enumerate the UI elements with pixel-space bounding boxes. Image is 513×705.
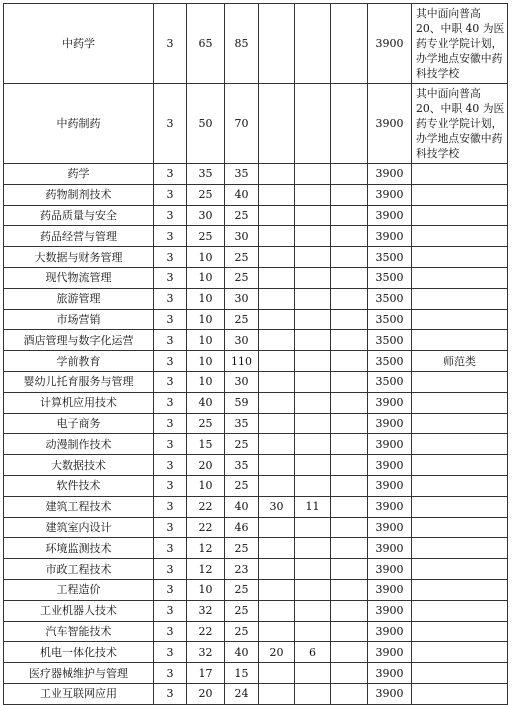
plan-count-b-cell: 30 <box>225 226 259 247</box>
plan-count-d-cell <box>295 475 331 496</box>
table-row <box>4 413 508 434</box>
plan-count-e-cell <box>331 184 368 205</box>
tuition-fee-cell: 3900 <box>368 392 412 413</box>
plan-count-b-cell: 25 <box>225 579 259 600</box>
plan-count-e-cell <box>331 371 368 392</box>
remark-cell <box>412 642 508 663</box>
plan-count-b-cell: 40 <box>225 184 259 205</box>
plan-count-d-cell: 11 <box>295 496 331 517</box>
major-name-cell: 汽车智能技术 <box>4 621 154 642</box>
plan-count-e-cell <box>331 392 368 413</box>
program-years-cell: 3 <box>154 267 187 288</box>
tuition-fee-cell: 3500 <box>368 371 412 392</box>
tuition-fee-cell: 3900 <box>368 600 412 621</box>
plan-count-c-cell: 30 <box>259 496 295 517</box>
plan-count-c-cell <box>259 434 295 455</box>
plan-count-b-cell: 30 <box>225 288 259 309</box>
remark-cell <box>412 621 508 642</box>
plan-count-e-cell <box>331 226 368 247</box>
major-name-cell: 医疗器械维护与管理 <box>4 663 154 684</box>
major-name-cell: 工业互联网应用 <box>4 683 154 704</box>
table-row <box>4 247 508 268</box>
plan-count-e-cell <box>331 455 368 476</box>
plan-count-e-cell <box>331 621 368 642</box>
program-years-cell: 3 <box>154 288 187 309</box>
plan-count-b-cell: 25 <box>225 600 259 621</box>
remark-cell <box>412 267 508 288</box>
major-name-cell: 学前教育 <box>4 351 154 372</box>
tuition-fee-cell: 3500 <box>368 267 412 288</box>
plan-count-d-cell <box>295 559 331 580</box>
plan-count-d-cell <box>295 164 331 185</box>
plan-count-d-cell <box>295 371 331 392</box>
plan-count-a-cell: 10 <box>187 579 225 600</box>
table-row <box>4 164 508 185</box>
table-row <box>4 309 508 330</box>
major-name-cell: 酒店管理与数字化运营 <box>4 330 154 351</box>
plan-count-c-cell <box>259 538 295 559</box>
table-row <box>4 683 508 704</box>
plan-count-a-cell: 20 <box>187 683 225 704</box>
plan-count-e-cell <box>331 205 368 226</box>
plan-count-e-cell <box>331 517 368 538</box>
table-row <box>4 226 508 247</box>
plan-count-e-cell <box>331 600 368 621</box>
plan-count-d-cell <box>295 84 331 164</box>
plan-count-c-cell <box>259 4 295 84</box>
major-name-cell: 大数据与财务管理 <box>4 247 154 268</box>
table-row <box>4 4 508 84</box>
enrollment-plan-table-container <box>3 3 508 705</box>
tuition-fee-cell: 3900 <box>368 621 412 642</box>
plan-count-a-cell: 12 <box>187 559 225 580</box>
table-row <box>4 392 508 413</box>
tuition-fee-cell: 3900 <box>368 517 412 538</box>
plan-count-e-cell <box>331 413 368 434</box>
remark-cell: 其中面向普高 20、中职 40 为医药专业学院计划，办学地点安徽中药科技学校 <box>412 84 508 164</box>
remark-cell <box>412 434 508 455</box>
tuition-fee-cell: 3500 <box>368 330 412 351</box>
major-name-cell: 现代物流管理 <box>4 267 154 288</box>
plan-count-a-cell: 22 <box>187 621 225 642</box>
major-name-cell: 建筑室内设计 <box>4 517 154 538</box>
plan-count-a-cell: 10 <box>187 351 225 372</box>
plan-count-b-cell: 25 <box>225 621 259 642</box>
plan-count-e-cell <box>331 434 368 455</box>
program-years-cell: 3 <box>154 184 187 205</box>
plan-count-a-cell: 65 <box>187 4 225 84</box>
plan-count-d-cell <box>295 392 331 413</box>
program-years-cell: 3 <box>154 579 187 600</box>
plan-count-d-cell <box>295 288 331 309</box>
major-name-cell: 药物制剂技术 <box>4 184 154 205</box>
program-years-cell: 3 <box>154 663 187 684</box>
remark-cell <box>412 455 508 476</box>
major-name-cell: 中药制药 <box>4 84 154 164</box>
plan-count-c-cell <box>259 579 295 600</box>
plan-count-c-cell <box>259 84 295 164</box>
plan-count-d-cell <box>295 621 331 642</box>
remark-cell <box>412 392 508 413</box>
major-name-cell: 旅游管理 <box>4 288 154 309</box>
plan-count-c-cell <box>259 371 295 392</box>
plan-count-b-cell: 40 <box>225 496 259 517</box>
plan-count-a-cell: 17 <box>187 663 225 684</box>
remark-cell <box>412 205 508 226</box>
major-name-cell: 药品经营与管理 <box>4 226 154 247</box>
plan-count-b-cell: 25 <box>225 247 259 268</box>
plan-count-c-cell <box>259 413 295 434</box>
program-years-cell: 3 <box>154 371 187 392</box>
plan-count-a-cell: 30 <box>187 205 225 226</box>
plan-count-d-cell <box>295 683 331 704</box>
remark-cell <box>412 600 508 621</box>
major-name-cell: 机电一体化技术 <box>4 642 154 663</box>
plan-count-c-cell <box>259 205 295 226</box>
program-years-cell: 3 <box>154 642 187 663</box>
program-years-cell: 3 <box>154 4 187 84</box>
program-years-cell: 3 <box>154 600 187 621</box>
plan-count-a-cell: 10 <box>187 330 225 351</box>
tuition-fee-cell: 3900 <box>368 184 412 205</box>
table-row <box>4 184 508 205</box>
plan-count-d-cell <box>295 434 331 455</box>
plan-count-a-cell: 10 <box>187 247 225 268</box>
table-row <box>4 517 508 538</box>
plan-count-d-cell <box>295 579 331 600</box>
major-name-cell: 建筑工程技术 <box>4 496 154 517</box>
plan-count-c-cell <box>259 330 295 351</box>
plan-count-a-cell: 22 <box>187 517 225 538</box>
remark-cell <box>412 517 508 538</box>
major-name-cell: 大数据技术 <box>4 455 154 476</box>
tuition-fee-cell: 3900 <box>368 205 412 226</box>
plan-count-e-cell <box>331 351 368 372</box>
plan-count-a-cell: 32 <box>187 642 225 663</box>
major-name-cell: 药品质量与安全 <box>4 205 154 226</box>
tuition-fee-cell: 3900 <box>368 434 412 455</box>
plan-count-a-cell: 10 <box>187 475 225 496</box>
table-row <box>4 84 508 164</box>
plan-count-e-cell <box>331 330 368 351</box>
program-years-cell: 3 <box>154 205 187 226</box>
plan-count-a-cell: 10 <box>187 288 225 309</box>
plan-count-d-cell <box>295 330 331 351</box>
plan-count-a-cell: 10 <box>187 309 225 330</box>
program-years-cell: 3 <box>154 309 187 330</box>
tuition-fee-cell: 3900 <box>368 164 412 185</box>
remark-cell <box>412 371 508 392</box>
major-name-cell: 计算机应用技术 <box>4 392 154 413</box>
plan-count-c-cell <box>259 226 295 247</box>
program-years-cell: 3 <box>154 475 187 496</box>
enrollment-plan-table <box>3 3 508 705</box>
plan-count-d-cell <box>295 538 331 559</box>
major-name-cell: 工业机器人技术 <box>4 600 154 621</box>
plan-count-b-cell: 25 <box>225 475 259 496</box>
table-row <box>4 621 508 642</box>
plan-count-c-cell <box>259 392 295 413</box>
plan-count-b-cell: 25 <box>225 538 259 559</box>
plan-count-b-cell: 85 <box>225 4 259 84</box>
tuition-fee-cell: 3900 <box>368 642 412 663</box>
tuition-fee-cell: 3900 <box>368 559 412 580</box>
tuition-fee-cell: 3500 <box>368 247 412 268</box>
plan-count-b-cell: 35 <box>225 455 259 476</box>
plan-count-d-cell <box>295 205 331 226</box>
major-name-cell: 动漫制作技术 <box>4 434 154 455</box>
plan-count-c-cell <box>259 164 295 185</box>
tuition-fee-cell: 3900 <box>368 226 412 247</box>
tuition-fee-cell: 3900 <box>368 683 412 704</box>
plan-count-e-cell <box>331 538 368 559</box>
remark-cell <box>412 288 508 309</box>
plan-count-c-cell <box>259 351 295 372</box>
table-row <box>4 663 508 684</box>
tuition-fee-cell: 3900 <box>368 538 412 559</box>
program-years-cell: 3 <box>154 683 187 704</box>
plan-count-a-cell: 20 <box>187 455 225 476</box>
plan-count-a-cell: 15 <box>187 434 225 455</box>
program-years-cell: 3 <box>154 455 187 476</box>
table-row <box>4 579 508 600</box>
plan-count-d-cell <box>295 351 331 372</box>
remark-cell <box>412 413 508 434</box>
program-years-cell: 3 <box>154 517 187 538</box>
plan-count-a-cell: 22 <box>187 496 225 517</box>
remark-cell <box>412 559 508 580</box>
program-years-cell: 3 <box>154 621 187 642</box>
major-name-cell: 市场营销 <box>4 309 154 330</box>
plan-count-d-cell <box>295 517 331 538</box>
plan-count-e-cell <box>331 663 368 684</box>
program-years-cell: 3 <box>154 538 187 559</box>
tuition-fee-cell: 3500 <box>368 309 412 330</box>
table-row <box>4 330 508 351</box>
plan-count-b-cell: 40 <box>225 642 259 663</box>
plan-count-b-cell: 59 <box>225 392 259 413</box>
program-years-cell: 3 <box>154 413 187 434</box>
tuition-fee-cell: 3500 <box>368 288 412 309</box>
plan-count-d-cell <box>295 184 331 205</box>
program-years-cell: 3 <box>154 330 187 351</box>
program-years-cell: 3 <box>154 559 187 580</box>
plan-count-a-cell: 25 <box>187 413 225 434</box>
plan-count-b-cell: 25 <box>225 434 259 455</box>
plan-count-b-cell: 15 <box>225 663 259 684</box>
plan-count-a-cell: 10 <box>187 371 225 392</box>
plan-count-d-cell <box>295 267 331 288</box>
table-row <box>4 559 508 580</box>
plan-count-d-cell <box>295 663 331 684</box>
tuition-fee-cell: 3900 <box>368 84 412 164</box>
table-row <box>4 434 508 455</box>
plan-count-c-cell <box>259 267 295 288</box>
plan-count-e-cell <box>331 84 368 164</box>
plan-count-d-cell: 6 <box>295 642 331 663</box>
major-name-cell: 软件技术 <box>4 475 154 496</box>
plan-count-e-cell <box>331 309 368 330</box>
plan-count-c-cell <box>259 184 295 205</box>
plan-count-e-cell <box>331 579 368 600</box>
plan-count-e-cell <box>331 267 368 288</box>
remark-cell <box>412 683 508 704</box>
program-years-cell: 3 <box>154 226 187 247</box>
table-row <box>4 288 508 309</box>
plan-count-b-cell: 30 <box>225 371 259 392</box>
table-row <box>4 496 508 517</box>
plan-count-c-cell <box>259 475 295 496</box>
plan-count-c-cell <box>259 288 295 309</box>
remark-cell <box>412 247 508 268</box>
table-row <box>4 371 508 392</box>
plan-count-b-cell: 46 <box>225 517 259 538</box>
plan-count-c-cell <box>259 517 295 538</box>
plan-count-c-cell <box>259 621 295 642</box>
plan-count-c-cell <box>259 683 295 704</box>
remark-cell: 其中面向普高 20、中职 40 为医药专业学院计划，办学地点安徽中药科技学校 <box>412 4 508 84</box>
table-row <box>4 205 508 226</box>
remark-cell <box>412 184 508 205</box>
major-name-cell: 市政工程技术 <box>4 559 154 580</box>
tuition-fee-cell: 3900 <box>368 455 412 476</box>
plan-count-b-cell: 110 <box>225 351 259 372</box>
plan-count-a-cell: 25 <box>187 184 225 205</box>
plan-count-a-cell: 40 <box>187 392 225 413</box>
table-row <box>4 600 508 621</box>
plan-count-d-cell <box>295 413 331 434</box>
plan-count-e-cell <box>331 642 368 663</box>
remark-cell <box>412 309 508 330</box>
plan-count-d-cell <box>295 4 331 84</box>
remark-cell <box>412 579 508 600</box>
major-name-cell: 中药学 <box>4 4 154 84</box>
plan-count-e-cell <box>331 288 368 309</box>
plan-count-c-cell <box>259 455 295 476</box>
plan-count-e-cell <box>331 683 368 704</box>
plan-count-e-cell <box>331 496 368 517</box>
major-name-cell: 药学 <box>4 164 154 185</box>
plan-count-d-cell <box>295 247 331 268</box>
plan-count-c-cell <box>259 663 295 684</box>
tuition-fee-cell: 3500 <box>368 351 412 372</box>
program-years-cell: 3 <box>154 84 187 164</box>
program-years-cell: 3 <box>154 164 187 185</box>
plan-count-b-cell: 70 <box>225 84 259 164</box>
plan-count-b-cell: 25 <box>225 205 259 226</box>
plan-count-a-cell: 10 <box>187 267 225 288</box>
remark-cell <box>412 475 508 496</box>
plan-count-a-cell: 12 <box>187 538 225 559</box>
tuition-fee-cell: 3900 <box>368 496 412 517</box>
plan-count-c-cell <box>259 247 295 268</box>
program-years-cell: 3 <box>154 496 187 517</box>
program-years-cell: 3 <box>154 351 187 372</box>
program-years-cell: 3 <box>154 247 187 268</box>
plan-count-a-cell: 35 <box>187 164 225 185</box>
table-body <box>4 4 508 705</box>
plan-count-e-cell <box>331 4 368 84</box>
plan-count-c-cell <box>259 559 295 580</box>
table-row <box>4 538 508 559</box>
table-row <box>4 475 508 496</box>
remark-cell <box>412 164 508 185</box>
plan-count-e-cell <box>331 475 368 496</box>
tuition-fee-cell: 3900 <box>368 579 412 600</box>
remark-cell <box>412 330 508 351</box>
remark-cell <box>412 663 508 684</box>
tuition-fee-cell: 3900 <box>368 413 412 434</box>
remark-cell: 师范类 <box>412 351 508 372</box>
major-name-cell: 工程造价 <box>4 579 154 600</box>
plan-count-a-cell: 50 <box>187 84 225 164</box>
plan-count-a-cell: 25 <box>187 226 225 247</box>
plan-count-b-cell: 24 <box>225 683 259 704</box>
plan-count-d-cell <box>295 455 331 476</box>
plan-count-b-cell: 25 <box>225 267 259 288</box>
plan-count-b-cell: 35 <box>225 413 259 434</box>
program-years-cell: 3 <box>154 392 187 413</box>
remark-cell <box>412 538 508 559</box>
remark-cell <box>412 496 508 517</box>
tuition-fee-cell: 3900 <box>368 475 412 496</box>
plan-count-d-cell <box>295 226 331 247</box>
plan-count-c-cell <box>259 600 295 621</box>
plan-count-c-cell <box>259 309 295 330</box>
major-name-cell: 婴幼儿托育服务与管理 <box>4 371 154 392</box>
major-name-cell: 电子商务 <box>4 413 154 434</box>
major-name-cell: 环境监测技术 <box>4 538 154 559</box>
plan-count-b-cell: 30 <box>225 330 259 351</box>
plan-count-c-cell: 20 <box>259 642 295 663</box>
plan-count-e-cell <box>331 247 368 268</box>
program-years-cell: 3 <box>154 434 187 455</box>
tuition-fee-cell: 3900 <box>368 4 412 84</box>
plan-count-e-cell <box>331 164 368 185</box>
table-row <box>4 642 508 663</box>
plan-count-b-cell: 23 <box>225 559 259 580</box>
plan-count-d-cell <box>295 309 331 330</box>
plan-count-d-cell <box>295 600 331 621</box>
table-row <box>4 267 508 288</box>
table-row <box>4 455 508 476</box>
table-row <box>4 351 508 372</box>
plan-count-b-cell: 35 <box>225 164 259 185</box>
remark-cell <box>412 226 508 247</box>
tuition-fee-cell: 3900 <box>368 663 412 684</box>
plan-count-e-cell <box>331 559 368 580</box>
plan-count-a-cell: 32 <box>187 600 225 621</box>
plan-count-b-cell: 25 <box>225 309 259 330</box>
